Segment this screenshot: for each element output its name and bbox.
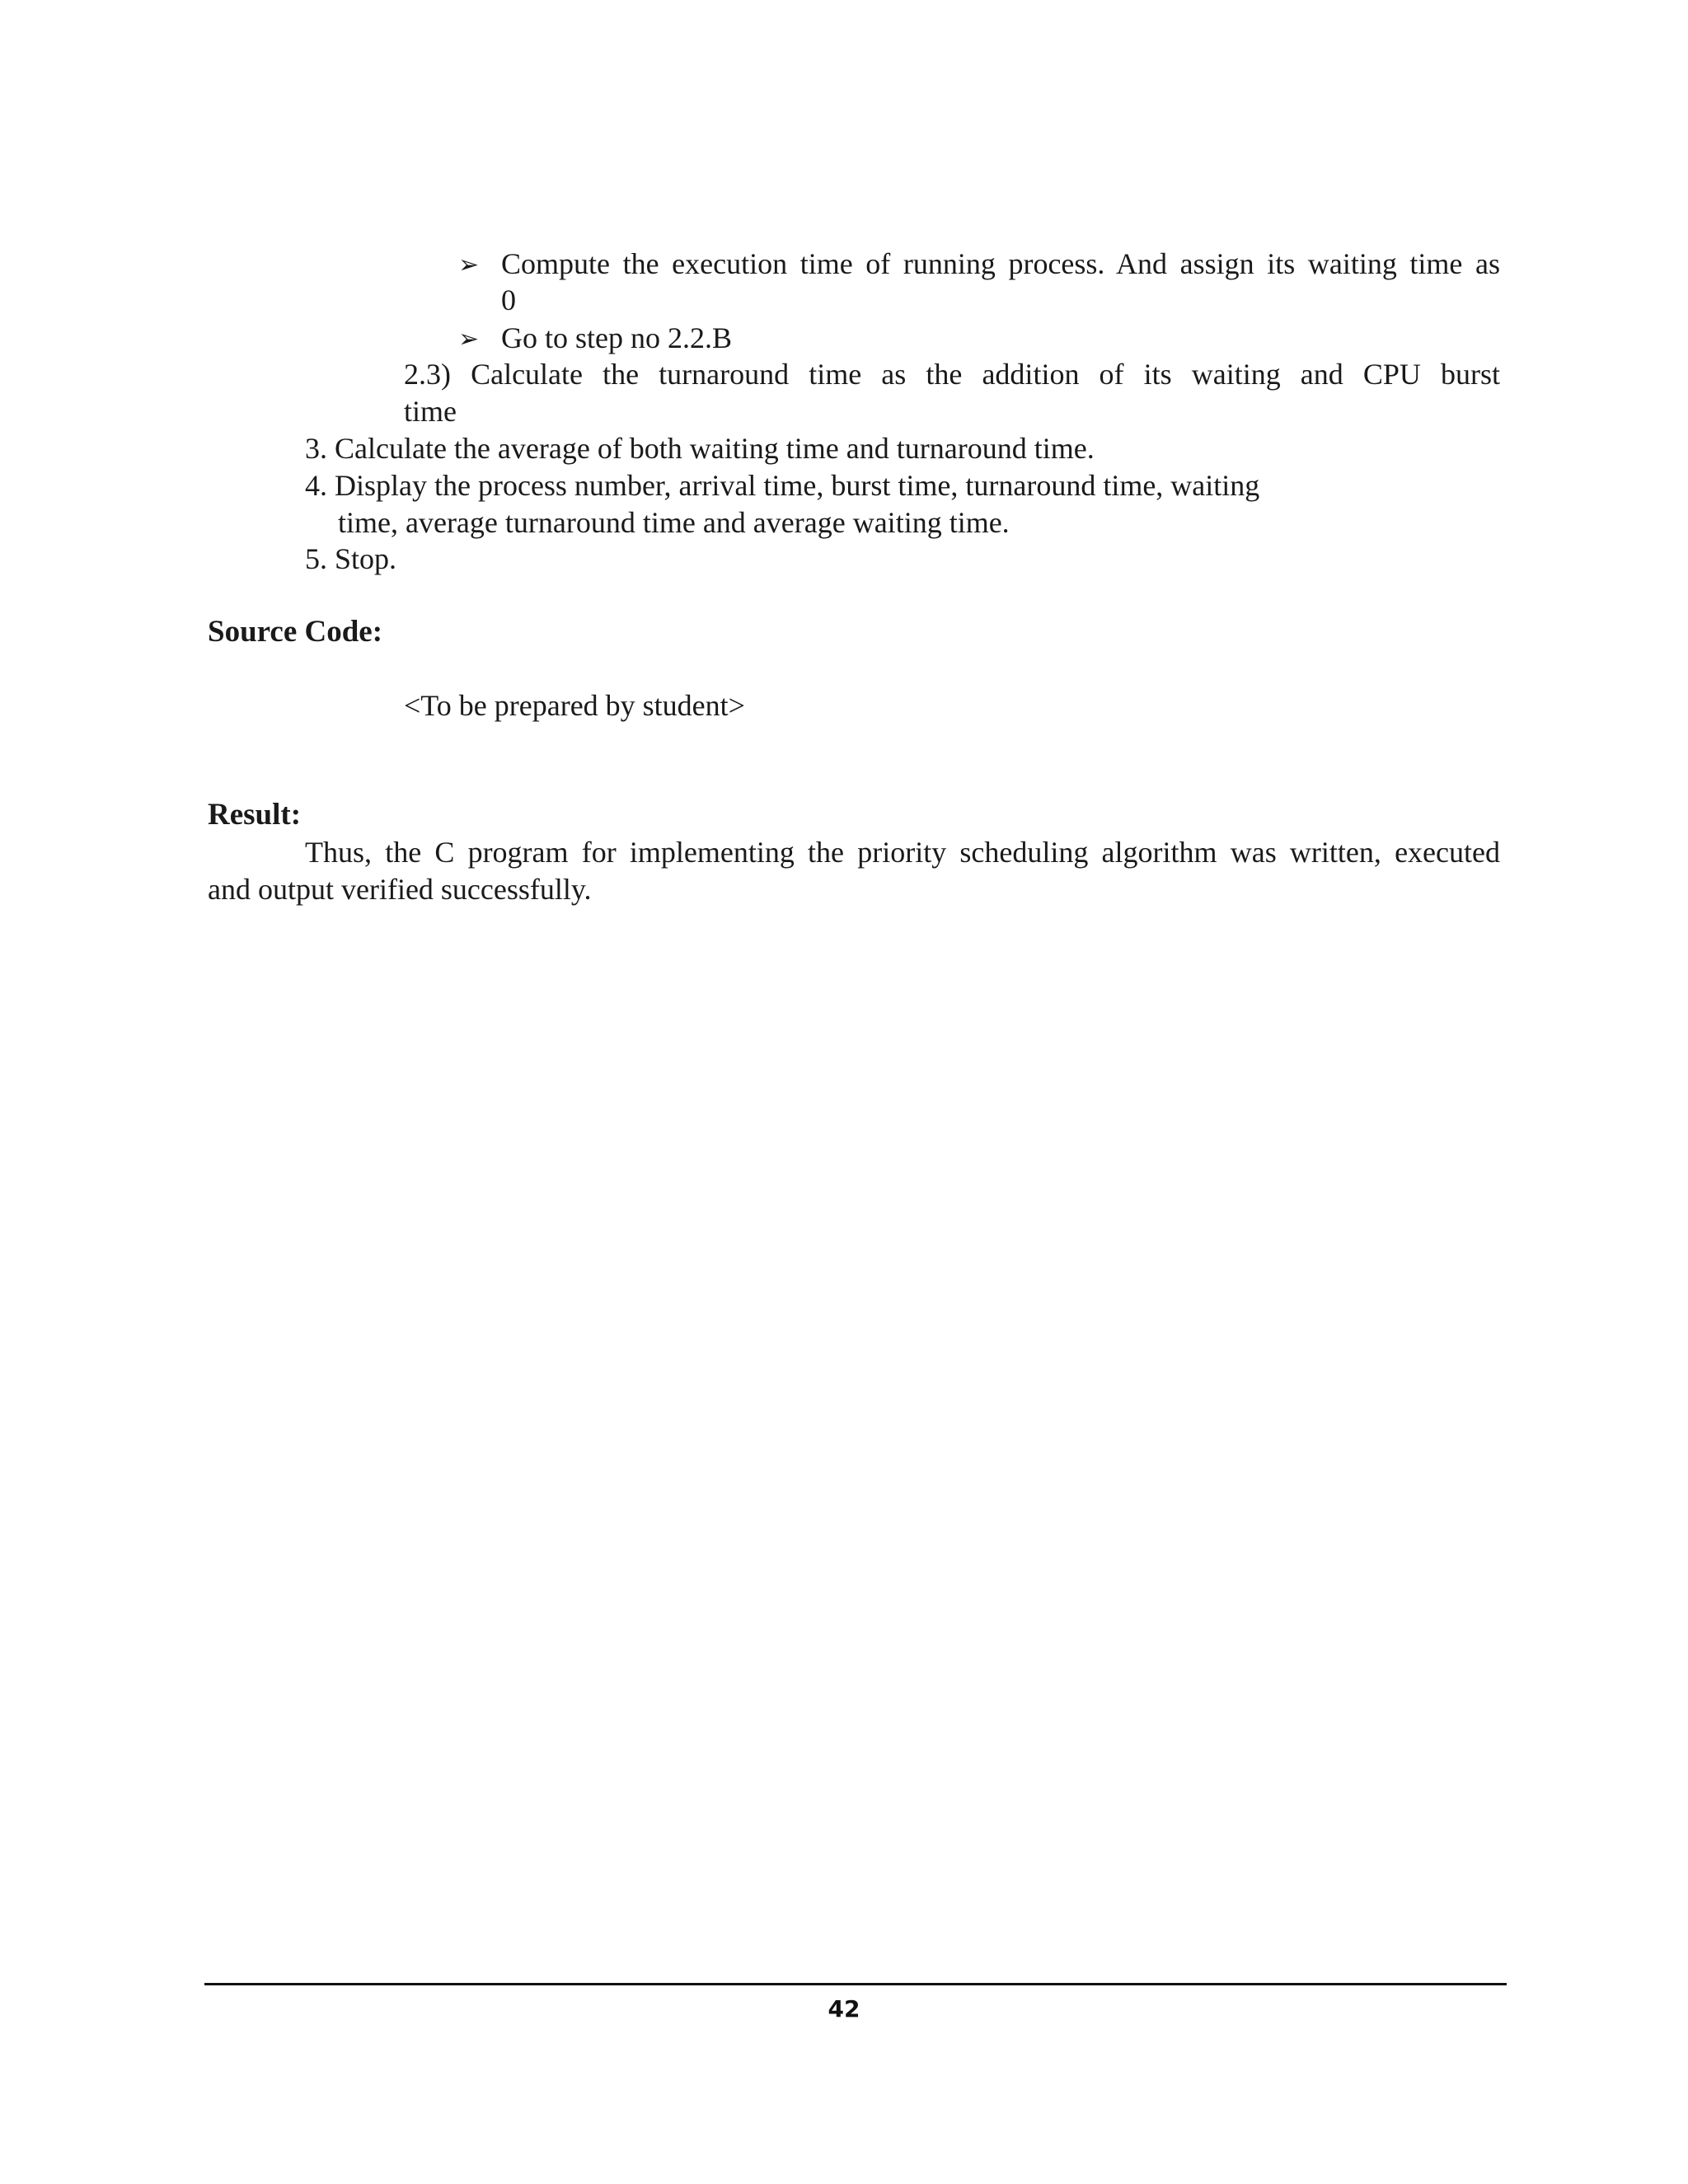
result-text-line-1: Thus, the C program for implementing the priority scheduling algorithm was written, executed: [305, 836, 1500, 869]
source-code-placeholder: <To be prepared by student>: [404, 689, 745, 722]
step-4-line-1: 4. Display the process number, arrival time, burst time, turnaround time, waiting: [305, 469, 1260, 502]
source-code-heading: Source Code:: [208, 615, 383, 649]
bullet-compute-line-1: Compute the execution time of running process. And assign its waiting time as: [501, 247, 1500, 280]
step-2-3-line-1: 2.3) Calculate the turnaround time as the addition of its waiting and CPU burst: [404, 358, 1500, 391]
bullet-goto-line: Go to step no 2.2.B: [501, 321, 733, 354]
step-3: 3. Calculate the average of both waiting time and turnaround time.: [305, 432, 1095, 465]
result-heading: Result:: [208, 798, 302, 832]
footer-divider: [204, 1983, 1507, 1985]
bullet-compute-line-2: 0: [501, 284, 516, 316]
arrow-bullet-icon: ➢: [458, 251, 480, 279]
page-number: 42: [828, 1995, 860, 2022]
step-5: 5. Stop.: [305, 542, 397, 575]
arrow-bullet-icon: ➢: [458, 325, 480, 354]
step-2-3-line-2: time: [404, 395, 457, 428]
step-4-line-2: time, average turnaround time and average waiting time.: [338, 506, 1010, 539]
result-text-line-2: and output verified successfully.: [208, 873, 592, 906]
